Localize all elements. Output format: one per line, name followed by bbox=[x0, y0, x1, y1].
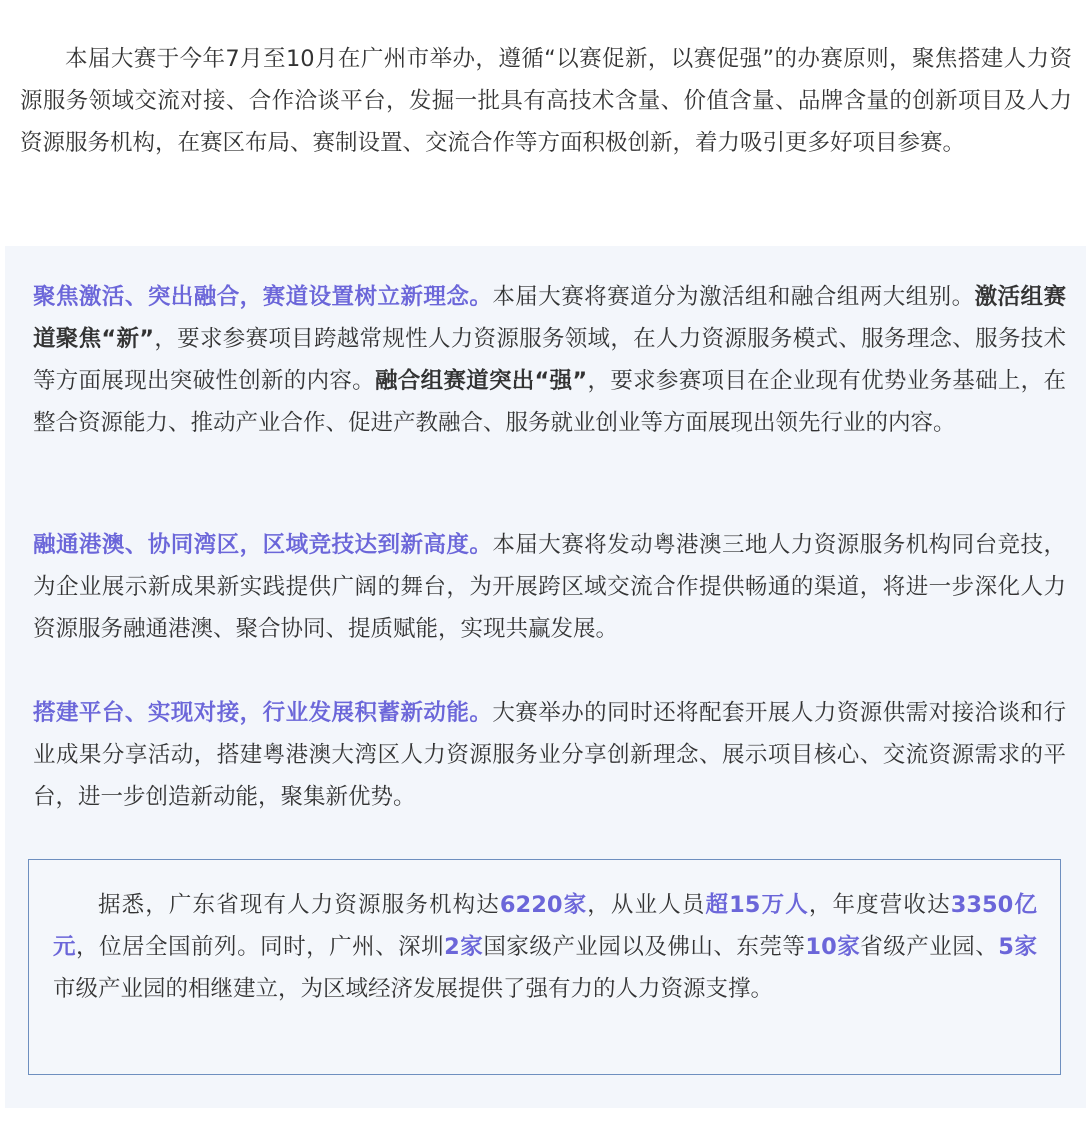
section-body: 本届大赛将发动粤港澳三地人力资源服务机构同台竞技，为企业展示新成果新实践提供广阔的舞台，为开展跨区域交流合作提供畅通的渠道，将进一步深化人力资源服务融通港澳、聚合协同、提质赋能，实现共赢发展。 bbox=[33, 532, 1066, 642]
section-bold-phrase: 激活组赛道聚焦“新” bbox=[33, 284, 1066, 352]
stats-text: ，从业人员 bbox=[587, 892, 706, 918]
stats-text: 省级产业园、 bbox=[860, 934, 999, 960]
stats-number: 10家 bbox=[805, 934, 861, 960]
stats-number: 2家 bbox=[444, 934, 484, 960]
stats-number: 超15万人 bbox=[705, 892, 809, 918]
stats-number: 6220家 bbox=[499, 892, 588, 918]
stats-text: 市级产业园的相继建立，为区域经济发展提供了强有力的人力资源支撑。 bbox=[53, 976, 774, 1002]
section-heading: 融通港澳、协同湾区，区域竞技达到新高度。 bbox=[33, 532, 493, 558]
section-bold-phrase: 融合组赛道突出“强” bbox=[374, 368, 588, 394]
section-platform bbox=[33, 692, 1066, 818]
section-body: 本届大赛将赛道分为激活组和融合组两大组别。 bbox=[492, 284, 975, 310]
stats-number: 5家 bbox=[998, 934, 1037, 960]
intro-paragraph: 本届大赛于今年7月至10月在广州市举办，遵循“以赛促新，以赛促强”的办赛原则，聚焦搭建人力资源服务领域交流对接、合作洽谈平台，发掘一批具有高技术含量、价值含量、品牌含量的创新项目及人力资源服务机构，在赛区布局、赛制设置、交流合作等方面积极创新，着力吸引更多好项目参赛。 bbox=[20, 46, 1072, 156]
section-regional bbox=[33, 524, 1066, 650]
section-body: 大赛举办的同时还将配套开展人力资源供需对接洽谈和行业成果分享活动，搭建粤港澳大湾区人力资源服务业分享创新理念、展示项目核心、交流资源需求的平台，进一步创造新动能，聚集新优势。 bbox=[33, 700, 1066, 810]
section-body: ，要求参赛项目跨越常规性人力资源服务领域，在人力资源服务模式、服务理念、服务技术等方面展现出突破性创新的内容。 bbox=[33, 326, 1066, 394]
stats-text: 据悉，广东省现有人力资源服务机构达 bbox=[98, 892, 500, 918]
stats-number: 3350亿元 bbox=[53, 892, 1037, 960]
section-heading: 搭建平台、实现对接，行业发展积蓄新动能。 bbox=[33, 700, 493, 726]
stats-paragraph bbox=[53, 884, 1037, 1010]
stats-text: ，年度营收达 bbox=[808, 892, 951, 918]
section-heading: 聚焦激活、突出融合，赛道设置树立新理念。 bbox=[33, 284, 493, 310]
stats-callout-box bbox=[28, 859, 1061, 1075]
stats-text: ，位居全国前列。同时，广州、深圳 bbox=[76, 934, 445, 960]
section-body: ，要求参赛项目在企业现有优势业务基础上，在整合资源能力、推动产业合作、促进产教融合、服务就业创业等方面展现出领先行业的内容。 bbox=[33, 368, 1066, 436]
stats-text: 国家级产业园以及佛山、东莞等 bbox=[483, 934, 806, 960]
section-tracks bbox=[33, 276, 1066, 444]
